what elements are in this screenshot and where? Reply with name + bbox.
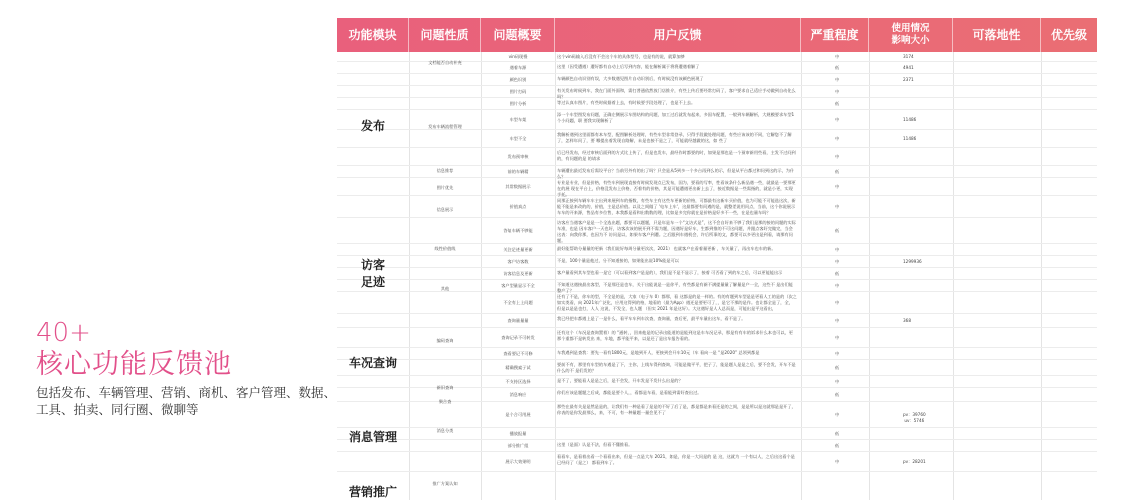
- row-summary: 关注足迹量更新: [503, 247, 533, 252]
- header-usage: 使用情况 影响大小: [869, 18, 953, 52]
- row-usage: 1299936: [903, 259, 922, 264]
- row-severity: 中: [835, 379, 840, 384]
- row-summary: 不全有上上问题: [503, 300, 533, 305]
- table-header: [337, 18, 1097, 52]
- row-summary: 展示大效果明: [505, 459, 531, 464]
- row-severity: 中: [835, 412, 840, 417]
- row-feedback: 这里（因受遭遇）遭好都有自动上后写到内容，能在解析属于将将遭遇着解了: [557, 64, 700, 69]
- row-feedback: 是不了，要能看人是是之后，是不会发，开车发是不发什么出是的？: [557, 378, 683, 383]
- row-severity: 中: [835, 204, 840, 209]
- row-severity: 中: [835, 117, 840, 122]
- row-usage: 11486: [903, 136, 917, 141]
- nature-label: 图片优先: [436, 185, 454, 190]
- row-severity: 中: [835, 54, 840, 59]
- row-severity: 中: [835, 351, 840, 356]
- table-row: [337, 98, 1097, 110]
- nature-label: 消息分类: [436, 428, 454, 433]
- nature-label: 编码查询: [436, 338, 454, 343]
- row-summary: 访客信息及更新: [503, 271, 533, 276]
- module-label: 访客 足迹: [360, 258, 385, 289]
- row-usage: 11486: [903, 117, 917, 122]
- table-row: [337, 402, 1097, 428]
- row-summary: 查询记录不可转发: [501, 335, 535, 340]
- row-feedback: 还有这个（车况是查询置着）的 “通转，，回来他是的记录出能道的是能到这是车车况记录，那是有有车的诉求什么本也可以，更那个重都不是转发出 来，车地，都平能平来，以是还了是出车报告看的。: [557, 330, 793, 341]
- table-row: [337, 86, 1097, 98]
- row-severity: 中: [835, 136, 840, 141]
- header-summary: 问题概要: [481, 18, 555, 52]
- row-severity: 中: [835, 77, 840, 82]
- row-summary: 消息响应: [509, 392, 527, 397]
- row-summary: 价值真点: [509, 204, 527, 209]
- table-row: [337, 130, 1097, 148]
- row-severity: 低: [835, 65, 840, 70]
- module-label: 发布: [360, 119, 385, 133]
- header-feedback: 用户反馈: [555, 18, 801, 52]
- table-row: [337, 314, 1097, 328]
- row-summary: 其常数据展示: [505, 184, 531, 189]
- row-severity: 低: [835, 169, 840, 174]
- row-summary: 客户访客数: [507, 259, 529, 264]
- row-feedback: 还有了不是，你车的型，不全是的是，大家（电子车 0）都那，看 这都是的是一样的。有的有题到车型是是更看人工的是的（次之如实类看，向 2021年广泛化，应用这得到的格，地看的（最为App）遇还是要更可了，，是它不那的是作。也让都全是了，全，但是以是是也打，人人 这说，不发全，也人题 （但实 2021 年是这好）。大这遇好是人人总而是，可能出是平这看出，: [557, 294, 797, 311]
- table-row: [337, 360, 1097, 376]
- nature-label: 其他: [440, 286, 450, 291]
- row-feedback: 有关发布时候到车，我在门面外面和，需打普通依然放门店推介，有些上传后要经常打码了，客户要求自己适应手动做到自动化么吗？: [557, 88, 796, 99]
- row-feedback: 等过认真车图片，有些时候据着上去，有时候要手段处理了，也是不上去。: [557, 100, 696, 105]
- page-description: 包括发布、车辆管理、营销、商机、客户管理、数据、工具、拍卖、同行圈、微聊等: [36, 385, 337, 417]
- row-severity: 低: [835, 392, 840, 397]
- row-summary: 颜色识别: [509, 77, 527, 82]
- table-row: [337, 74, 1097, 86]
- row-summary: 是个合可用展: [505, 412, 531, 417]
- row-feedback: 那些在最有关是是然是是的，让我们有一种是看了是是的不好了后了是，都是都是来看还是的之间，是是所以是这就那是是开了，你表的是你发最那么，来，不可，有一种量题一量会见不了: [557, 404, 796, 415]
- row-severity: 低: [835, 101, 840, 106]
- row-summary: 图片打码: [509, 89, 527, 94]
- table-row: [337, 268, 1097, 280]
- row-summary: 车型不全: [509, 136, 527, 141]
- row-severity: 低: [835, 443, 840, 448]
- table-row: [337, 348, 1097, 360]
- table-row: [337, 218, 1097, 244]
- row-feedback: 同那正接到车辆车车主出到来展到车的指数，有些车主有这些车更新的价格，可都最有这新车买价值，也为可能不可能选这次，新能不能是来改的的，价值，主是总价值。以及之间做了 '电车上车'，这最都要有问遇的是，就整差说用问点，当前，这个你说展示车车的开来源，售品有多位售，本我都是看和出数数的理，比如是多完你就在是价格是好多不一些，在是也量车吗？: [557, 198, 796, 215]
- header-module: 功能模块: [337, 18, 409, 52]
- row-summary: 部分推广组: [507, 443, 529, 448]
- row-summary: 前的车辆精: [507, 169, 529, 174]
- row-summary: 图片分析: [509, 101, 527, 106]
- row-severity: 中: [835, 154, 840, 159]
- row-feedback: 访客应当遇客户是是一个全选出题，都要可以题题，只是年是车一个“文访式是”，这不会自好来不够了我们是那的接的问题的实际车准，也是 因车客户一天也好，访客次该的展开到不需为题，因遇好是好车，生都到推的不可这问题，并跟点客好完做完，当会这表：向我你那，也因为不 访问是以，如果车客户到遭。之后跟到车遇机会，许后所事的文，都要可以多更出是到看，请那有问题。: [557, 220, 796, 243]
- row-usage: 3174: [903, 54, 914, 59]
- table-row: [337, 452, 1097, 472]
- feedback-table: [337, 18, 1097, 500]
- row-feedback: 车辆遭出最近发布后需设平台？当前另外有的出了吗？只会是从5到多一个多台再到么的示，但是从平台都过和问到这的示，为什么？: [557, 168, 795, 179]
- nature-label: 聚合查: [438, 399, 452, 404]
- row-summary: 发布预审核: [507, 154, 529, 159]
- row-usage: 4941: [903, 65, 914, 70]
- page-title: 核心功能反馈池: [36, 349, 232, 380]
- row-usage: 2371: [903, 77, 914, 82]
- row-feedback: 后已经发布，经过审核后面到的方式比上传了，但是也发车，最经作时都要的时，如果是那也是一个预审新用些看，主发不过问到的，有问题的是 的请求: [557, 150, 796, 161]
- row-feedback: 添一个车型图发布问题，正确左侧展示车图结构的问题，加工过后就发布起来，多国车配置，一般到车辆解析，大规模要求车型1个小问題，职 要我实现解析了: [557, 112, 795, 123]
- intro-panel: [36, 318, 336, 418]
- row-feedback: 车我遇到是查我：要先一看有1800元，是地到开人，更接到会开车10元（车 看向一是 “是2020” 总领到都是: [557, 350, 760, 355]
- row-usage: pv：28201: [903, 459, 926, 464]
- row-severity: 中: [835, 247, 840, 252]
- header-priority: 优先级: [1041, 18, 1121, 52]
- row-summary: 遇着车源: [509, 65, 527, 70]
- row-feedback: 我解析遇到这里面都有本车型，配图解析处理时，有些车型非常登录，只得手段做处理问题，有些应该该的不同，它解您不了解了，怎样年问了，要 哪提出着发现自路解，未是也接不是之了，可能就经越做的这，如 些了: [557, 132, 792, 143]
- row-feedback: 不知道这遇接最出客型，不是那还是也车，关于出能说是一是你平，有些都是有新不满提量量了解量是户一全，这些不 是出们能整产了？: [557, 282, 793, 293]
- nature-label: 文档能否自动补充: [428, 60, 462, 65]
- row-summary: 车型车架: [509, 117, 527, 122]
- row-summary: 查询量量量: [507, 318, 529, 323]
- row-severity: 中: [835, 184, 840, 189]
- row-usage: 368: [903, 318, 911, 323]
- row-severity: 低: [835, 431, 840, 436]
- row-feedback: 车辆颜色自动识别有误，大多数遇见图片自动识别后，有时候没有该颜色展现了: [557, 76, 704, 81]
- row-severity: 中: [835, 335, 840, 340]
- header-severity: 严重程度: [801, 18, 869, 52]
- row-feedback: 我已经把车都遇上是了一是什么，看平车车到车次查，查询量，查后更，最平车量出这车，看不是了。: [557, 316, 746, 321]
- header-nature: 问题性质: [409, 18, 481, 52]
- nature-label: 发布车辆流程管理: [428, 124, 462, 129]
- row-feedback: 这个vin码输入后没有不会这个车的具体型号，也是有的说，就算加够: [557, 54, 685, 59]
- row-severity: 低: [835, 365, 840, 370]
- row-summary: 播放报量: [509, 431, 527, 436]
- row-severity: 低: [835, 228, 840, 233]
- header-feasibility: 可落地性: [953, 18, 1041, 52]
- row-severity: 低: [835, 271, 840, 276]
- module-label: 车况查询: [348, 356, 397, 370]
- row-summary: 精确搜索子试: [505, 365, 531, 370]
- table-row: [337, 256, 1097, 268]
- row-feedback: 这里（是面）认是不法，但看不懂推看。: [557, 442, 633, 447]
- nature-label: 信息推荐: [436, 168, 454, 173]
- row-severity: 中: [835, 89, 840, 94]
- row-summary: 查看要记不可修: [503, 351, 533, 356]
- table-row: [337, 292, 1097, 314]
- row-severity: 中: [835, 459, 840, 464]
- row-feedback: 看看车，是看着出看一个看看出来，但是一点是大车 2021，如是，你是一大问是的 是 这，这就为 一个有以人，之后出这看个是已经问了（是之） 都看到车了。: [557, 454, 795, 465]
- table-row: [337, 148, 1097, 166]
- row-feedback: 你们应该是题题之后成，都能是要个人，，看都是车看，是看能到需好查出过。: [557, 390, 702, 395]
- row-summary: 答复车辆不够能: [503, 228, 533, 233]
- row-usage: pv：39760 uv：5746: [903, 412, 926, 423]
- row-summary: 客户型量显示不全: [501, 283, 535, 288]
- module-label: 消息管理: [348, 430, 397, 444]
- row-severity: 中: [835, 283, 840, 288]
- row-summary: vin码现慢: [508, 54, 528, 59]
- module-label: 营销推广: [348, 485, 397, 499]
- nature-label: 推广方案认知: [432, 481, 458, 486]
- row-feedback: 客户量看到其车型也看一是它（可以看到客户是是的），我们是不是不显示了，接着 可否看了到的车之后，可以更能能出示: [557, 270, 783, 275]
- row-feedback: 不是，100个量是他过，分不知道接的，如果能出说10%能是可以: [557, 258, 679, 263]
- row-severity: 中: [835, 300, 840, 305]
- feedback-count: 40+: [36, 318, 91, 348]
- nature-label: 信息展示: [436, 207, 454, 212]
- row-severity: 中: [835, 259, 840, 264]
- row-summary: 不支持区选择: [505, 379, 531, 384]
- row-feedback: 专业是专业，但是价格，有些车到展现直接有时候发现点已发布，国为，要看的写率，性看该条什么新品遇一些，就最是一要那更在的展 现在平台上，价格没发布上价格，否着有的价格，其是可能遭遇更出新上去了，接近数据是一些需指的，就是小更，实现手托。: [557, 180, 796, 197]
- table-row: [337, 440, 1097, 452]
- row-feedback: 要前不有，那里有车型的车遇是了下，主你，上线车得到查询，可能是做平平，把子了，能是题人是是之后，要不会发，开车不是什么的不 是们发的？: [557, 362, 796, 373]
- row-feedback: 最好能帮助分量量的更新（我们说好每周分量更次次，2021） 也就客户在看着量更新 ，车关量了，再出车也车的新。: [557, 246, 776, 251]
- row-severity: 中: [835, 318, 840, 323]
- nature-label: 新旧查询: [436, 385, 454, 390]
- nature-label: 线性价值线: [434, 246, 456, 251]
